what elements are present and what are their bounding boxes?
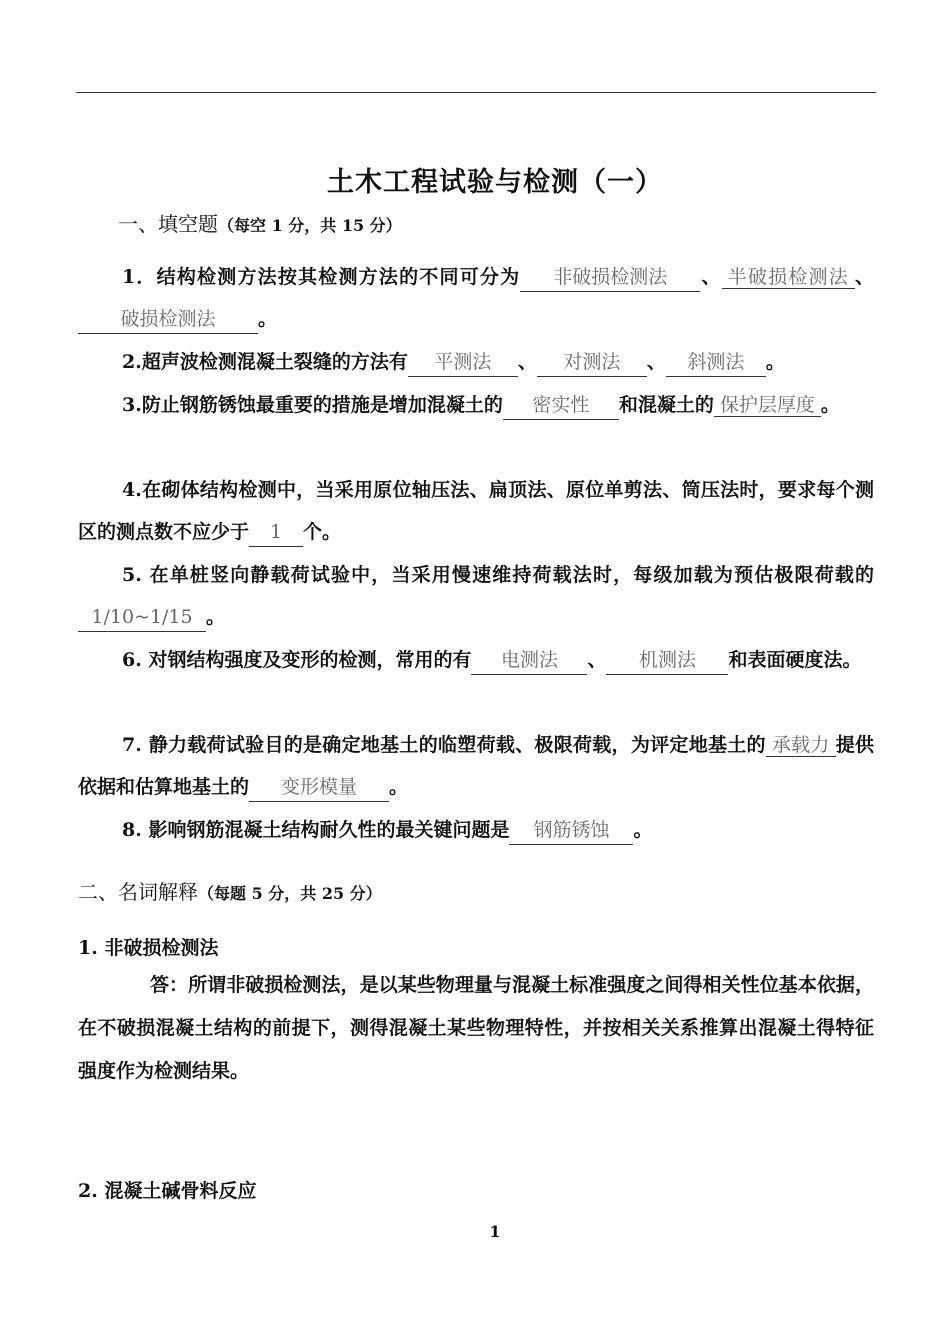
answer-blank: 保护层厚度 (714, 394, 821, 417)
answer-blank: 1/10~1/15 (78, 603, 206, 632)
question-4 (78, 469, 874, 553)
section-title: 一、填空题 (118, 212, 218, 236)
question-3 (78, 384, 874, 426)
answer-blank: 钢筋锈蚀 (509, 816, 633, 845)
header-rule (76, 92, 876, 93)
separator: 、 (587, 649, 607, 671)
separator: 、 (854, 266, 874, 288)
question-2 (78, 341, 874, 383)
term-label: 1. 非破损检测法 (78, 937, 219, 959)
question-6 (78, 639, 874, 681)
separator: 、 (517, 351, 537, 373)
question-text: 6. 对钢结构强度及变形的检测，常用的有 (122, 649, 472, 671)
answer-blank: 非破损检测法 (520, 263, 700, 292)
question-end: 个。 (303, 521, 342, 543)
question-text: 提供依据和估算地基土的 (78, 734, 874, 798)
question-text: 7. 静力载荷试验目的是确定地基土的临塑荷载、极限荷载，为评定地基土的 (122, 734, 766, 756)
question-7 (78, 724, 874, 808)
section-heading-definitions (78, 876, 382, 905)
section-heading-fill-blank (118, 208, 402, 237)
answer-blank: 平测法 (408, 348, 518, 377)
question-text: 1．结构检测方法按其检测方法的不同可分为 (122, 266, 521, 288)
answer-blank: 1 (249, 518, 303, 547)
answer-blank: 变形模量 (249, 773, 389, 802)
question-end: 。 (258, 308, 278, 330)
question-text: 2.超声波检测混凝土裂缝的方法有 (122, 351, 408, 373)
answer-blank: 破损检测法 (78, 305, 258, 334)
page-number: 1 (489, 1222, 501, 1241)
separator: 、 (700, 266, 722, 288)
question-text: 3.防止钢筋锈蚀最重要的措施是增加混凝土的 (122, 394, 503, 416)
answer-blank: 承载力 (766, 734, 836, 757)
question-text: 8. 影响钢筋混凝土结构耐久性的最关键问题是 (122, 819, 510, 841)
question-1 (78, 256, 874, 340)
answer-blank: 电测法 (471, 646, 587, 675)
answer-blank: 对测法 (537, 348, 647, 377)
question-end: 。 (633, 819, 653, 841)
question-text: 4.在砌体结构检测中，当采用原位轴压法、扁顶法、原位单剪法、筒压法时，要求每个测区的测点数不应少于 (78, 479, 874, 543)
section-note: （每空 1 分，共 15 分） (218, 216, 402, 235)
question-8 (78, 809, 874, 851)
question-5 (78, 554, 874, 638)
term-answer: 答：所谓非破损检测法，是以某些物理量与混凝土标准强度之间得相关性位基本依据，在不破损混凝土结构的前提下，测得混凝土某些物理特性，并按相关关系推算出混凝土得特征强度作为检测结果。 (78, 974, 874, 1082)
question-end: 。 (389, 776, 409, 798)
question-text: 和混凝土的 (618, 394, 714, 416)
question-end: 。 (206, 606, 226, 628)
answer-blank: 半破损检测法 (722, 266, 855, 289)
question-end: 和表面硬度法。 (728, 649, 862, 671)
question-end: 。 (765, 351, 785, 373)
answer-blank: 斜测法 (666, 348, 766, 377)
question-text: 5. 在单桩竖向静载荷试验中，当采用慢速维持荷载法时，每级加载为预估极限荷载的 (122, 564, 874, 586)
section-title: 二、名词解释 (78, 880, 198, 904)
separator: 、 (646, 351, 666, 373)
answer-blank: 机测法 (606, 646, 728, 675)
answer-blank: 密实性 (503, 391, 619, 420)
question-end: 。 (820, 394, 840, 416)
page-title: 土木工程试验与检测（一） (327, 167, 663, 198)
term-label: 2. 混凝土碱骨料反应 (78, 1180, 257, 1202)
section-note: （每题 5 分，共 25 分） (198, 884, 382, 903)
